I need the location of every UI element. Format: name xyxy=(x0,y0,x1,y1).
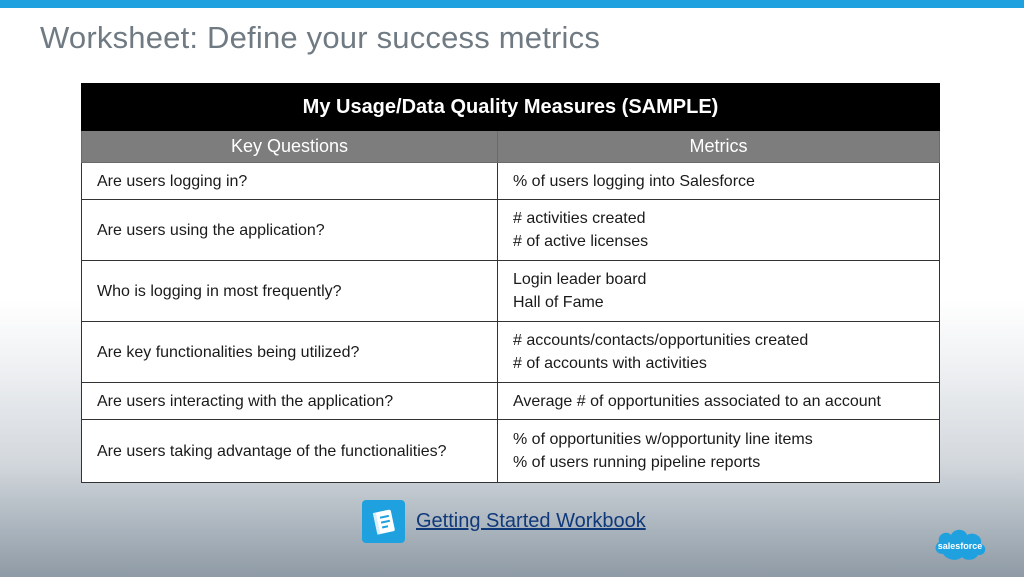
metric-line: # accounts/contacts/opportunities created xyxy=(513,332,809,349)
workbook-link-group[interactable] xyxy=(362,500,646,543)
table-row xyxy=(82,322,940,383)
book-icon[interactable] xyxy=(362,500,405,543)
metric-line: % of users logging into Salesforce xyxy=(513,172,755,190)
metrics-cell xyxy=(498,383,940,420)
table-row xyxy=(82,420,940,483)
metrics-cell xyxy=(498,322,940,383)
slide-title: Worksheet: Define your success metrics xyxy=(40,20,601,55)
question-cell: Are key functionalities being utilized? xyxy=(82,322,498,383)
metric-line: # of active licenses xyxy=(513,233,649,250)
metric-line: # of accounts with activities xyxy=(513,355,707,372)
metric-line: % of opportunities w/opportunity line items xyxy=(513,431,813,448)
metrics-table xyxy=(81,83,940,483)
metrics-cell xyxy=(498,163,940,200)
getting-started-workbook-link[interactable]: Getting Started Workbook xyxy=(416,510,646,532)
top-accent-bar xyxy=(0,0,1024,8)
metric-line: # activities created xyxy=(513,210,646,227)
table-row xyxy=(82,261,940,322)
metric-line: Login leader board xyxy=(513,271,647,288)
metrics-cell xyxy=(498,420,940,483)
metrics-table-container xyxy=(81,83,940,483)
question-cell: Who is logging in most frequently? xyxy=(82,261,498,322)
table-caption: My Usage/Data Quality Measures (SAMPLE) xyxy=(82,84,940,131)
metrics-cell xyxy=(498,200,940,261)
question-cell: Are users taking advantage of the functionalities? xyxy=(82,420,498,483)
metric-line: Average # of opportunities associated to an account xyxy=(513,392,881,410)
metrics-cell xyxy=(498,261,940,322)
question-cell: Are users logging in? xyxy=(82,163,498,200)
question-cell: Are users interacting with the application? xyxy=(82,383,498,420)
table-caption-row xyxy=(82,84,940,131)
table-row xyxy=(82,200,940,261)
column-header-key-questions: Key Questions xyxy=(82,131,498,163)
column-header-metrics: Metrics xyxy=(498,131,940,163)
table-row xyxy=(82,163,940,200)
salesforce-logo xyxy=(931,524,989,571)
question-cell: Are users using the application? xyxy=(82,200,498,261)
svg-text:salesforce: salesforce xyxy=(937,541,983,551)
table-row xyxy=(82,383,940,420)
table-header-row xyxy=(82,131,940,163)
metric-line: Hall of Fame xyxy=(513,294,604,311)
metric-line: % of users running pipeline reports xyxy=(513,454,761,471)
